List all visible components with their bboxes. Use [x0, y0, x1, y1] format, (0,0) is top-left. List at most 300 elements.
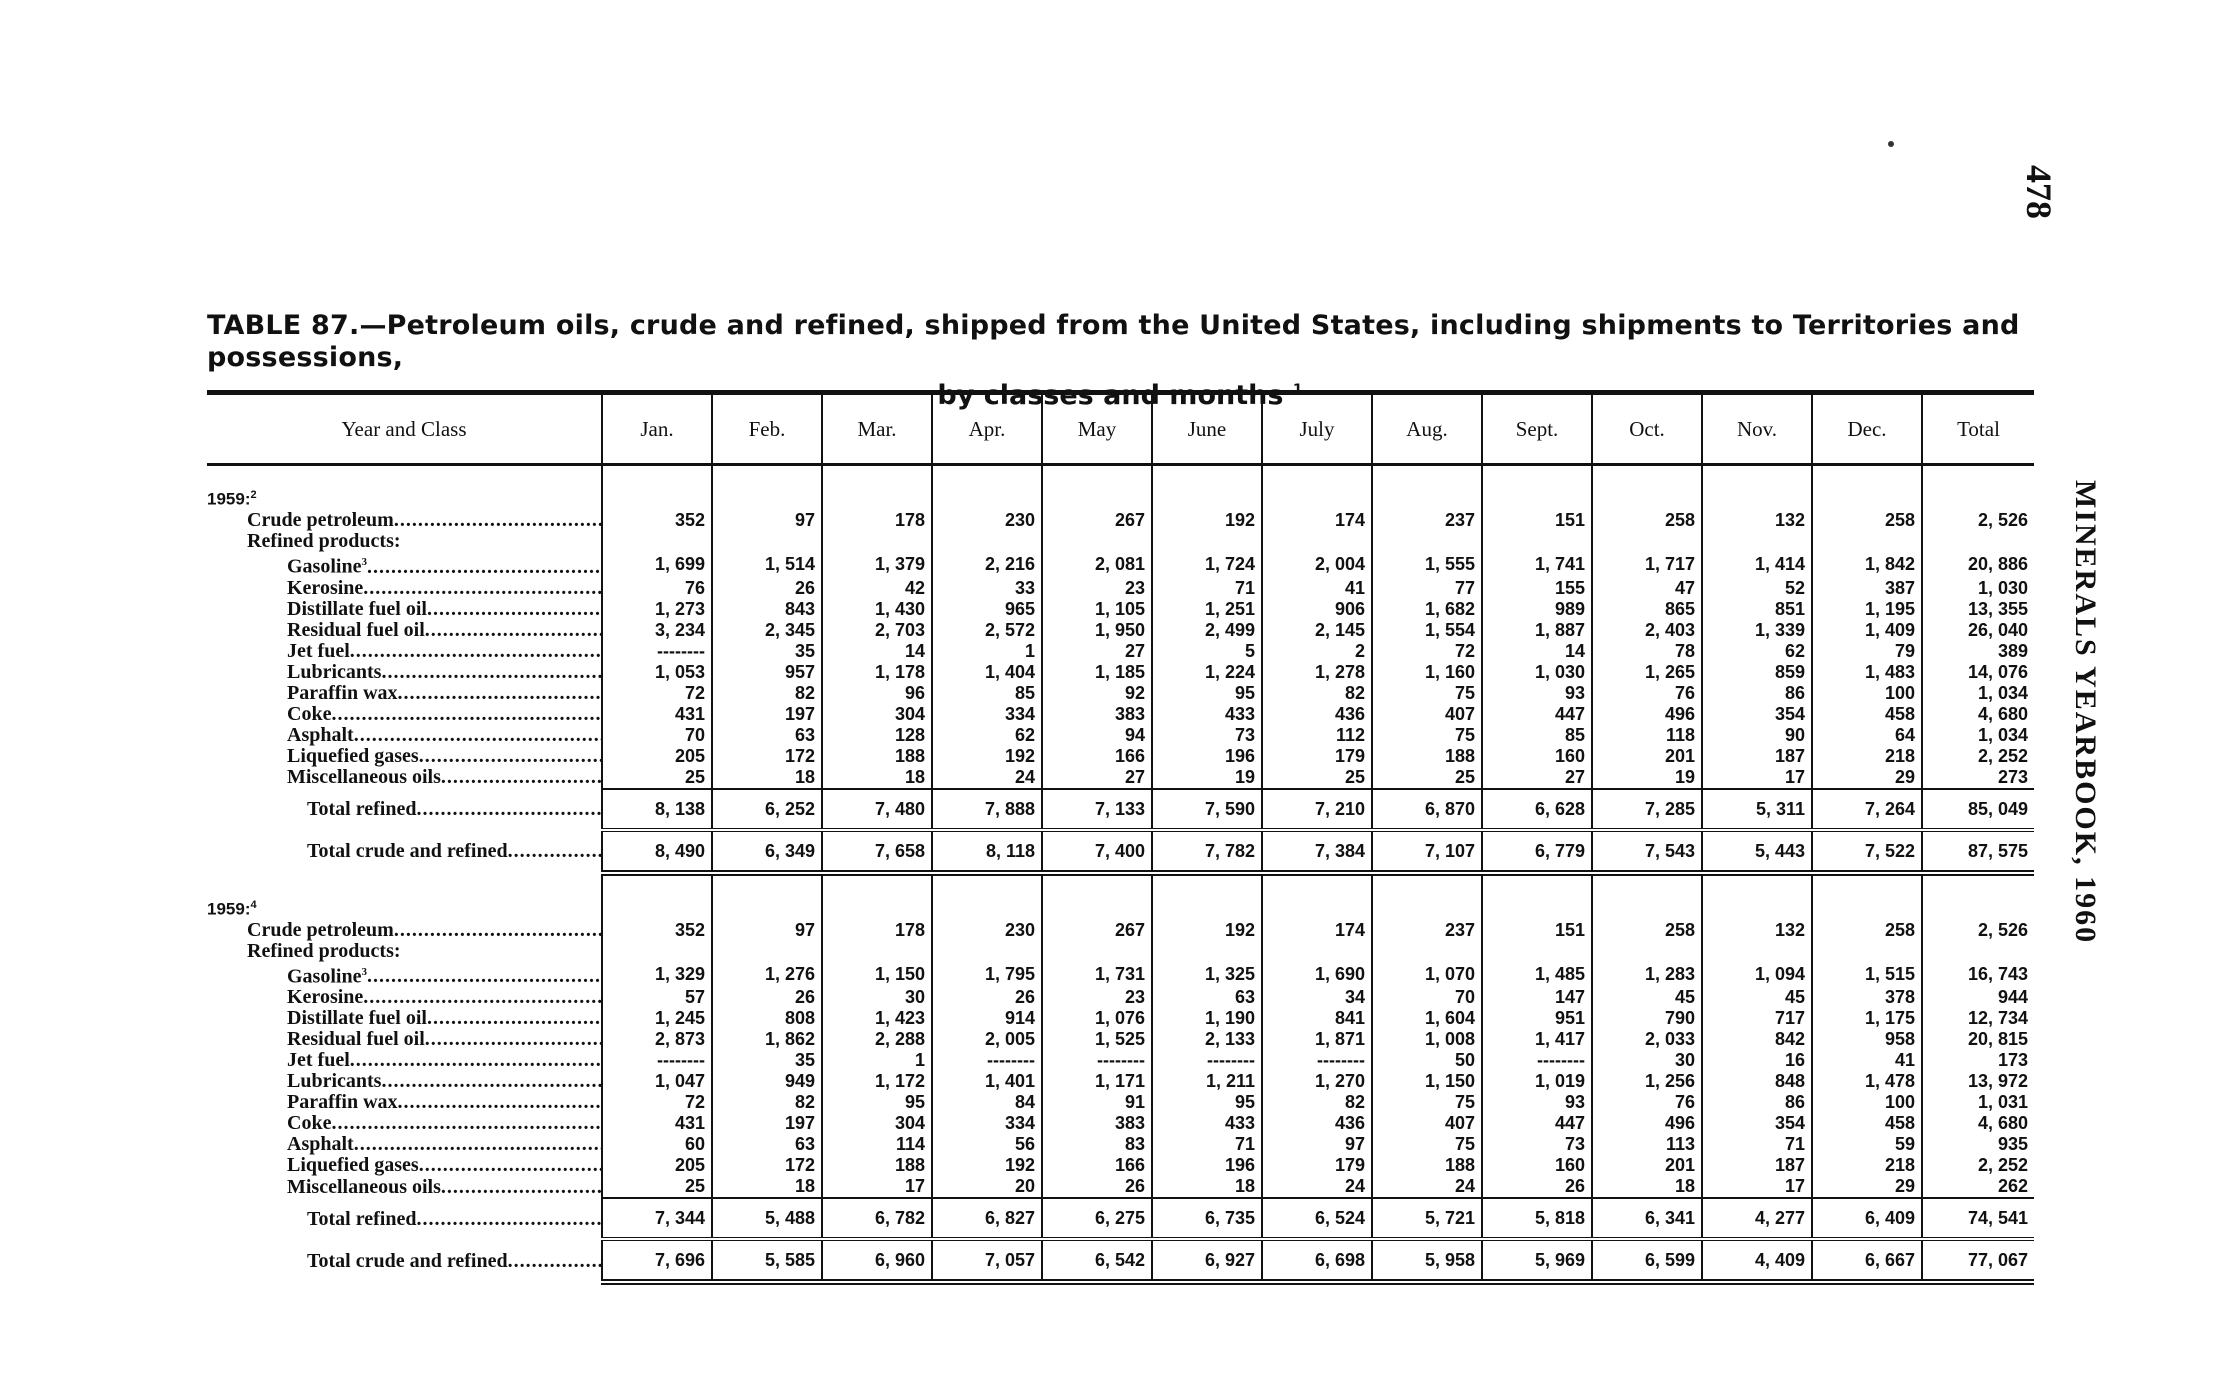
- value-cell: 1, 682: [1372, 599, 1482, 620]
- value-cell: [1042, 941, 1152, 962]
- table-row: [207, 683, 2034, 704]
- value-cell: 2, 133: [1152, 1029, 1262, 1050]
- row-label: [207, 1092, 602, 1113]
- row-label: [207, 662, 602, 683]
- row-label-text: Jet fuel: [287, 640, 350, 662]
- value-cell: 1, 417: [1482, 1029, 1592, 1050]
- value-cell: 16: [1702, 1050, 1812, 1071]
- value-cell: 848: [1702, 1071, 1812, 1092]
- total-label-text: Total crude and refined: [307, 840, 508, 863]
- value-cell: 18: [1152, 1176, 1262, 1198]
- total-value-cell: 85, 049: [1922, 789, 2034, 830]
- row-label: [207, 599, 602, 620]
- value-cell: 71: [1152, 578, 1262, 599]
- value-cell: 41: [1262, 578, 1372, 599]
- spacer-cell: [1152, 873, 1262, 892]
- value-cell: 155: [1482, 578, 1592, 599]
- value-cell: 172: [712, 1155, 822, 1176]
- value-cell: 73: [1152, 725, 1262, 746]
- total-value-cell: 6, 275: [1042, 1198, 1152, 1239]
- value-cell: 951: [1482, 1008, 1592, 1029]
- value-cell: 843: [712, 599, 822, 620]
- spacer-cell: [1042, 873, 1152, 892]
- value-cell: 1, 554: [1372, 620, 1482, 641]
- section-spacer: [207, 465, 2034, 483]
- section-year: 1959:: [207, 899, 251, 919]
- value-cell: 2, 526: [1922, 510, 2034, 531]
- total-value-cell: 5, 311: [1702, 789, 1812, 830]
- column-header-may: May: [1042, 395, 1152, 465]
- empty-cell: [602, 482, 712, 510]
- value-cell: 188: [1372, 746, 1482, 767]
- value-cell: 20: [932, 1176, 1042, 1198]
- value-cell: 1, 483: [1812, 662, 1922, 683]
- value-cell: [1042, 531, 1152, 552]
- value-cell: 1, 251: [1152, 599, 1262, 620]
- total-value-cell: 7, 264: [1812, 789, 1922, 830]
- value-cell: 2, 526: [1922, 920, 2034, 941]
- value-cell: 18: [822, 767, 932, 789]
- row-label-text: Residual fuel oil: [287, 619, 425, 641]
- petroleum-shipments-table: [207, 395, 2034, 1285]
- value-cell: 2: [1262, 641, 1372, 662]
- column-header-apr: Apr.: [932, 395, 1042, 465]
- value-cell: 1, 404: [932, 662, 1042, 683]
- value-cell: [1262, 941, 1372, 962]
- value-cell: 949: [712, 1071, 822, 1092]
- value-cell: 389: [1922, 641, 2034, 662]
- value-cell: 187: [1702, 746, 1812, 767]
- table-row: [207, 1050, 2034, 1071]
- value-cell: 33: [932, 578, 1042, 599]
- row-label-text: Refined products:: [247, 940, 401, 962]
- value-cell: 192: [1152, 920, 1262, 941]
- spacer-cell: [822, 873, 932, 892]
- value-cell: 60: [602, 1134, 712, 1155]
- row-label: [207, 531, 602, 552]
- title-footnote: 1: [1292, 382, 1303, 398]
- value-cell: 97: [712, 920, 822, 941]
- value-cell: 30: [822, 987, 932, 1008]
- table-row: [207, 1134, 2034, 1155]
- column-header-dec: Dec.: [1812, 395, 1922, 465]
- value-cell: 72: [602, 1092, 712, 1113]
- value-cell: 1, 070: [1372, 962, 1482, 988]
- total-value-cell: 6, 782: [822, 1198, 932, 1239]
- value-cell: 17: [1702, 767, 1812, 789]
- total-value-cell: 7, 344: [602, 1198, 712, 1239]
- row-label-text: Lubricants: [287, 1071, 382, 1093]
- spacer-cell: [1152, 465, 1262, 483]
- spacer-cell: [1592, 873, 1702, 892]
- value-cell: 95: [1152, 1092, 1262, 1113]
- value-cell: 1, 256: [1592, 1071, 1702, 1092]
- value-cell: 1, 717: [1592, 552, 1702, 578]
- total-value-cell: 6, 779: [1482, 830, 1592, 873]
- row-label-text: Crude petroleum: [247, 919, 394, 941]
- value-cell: 23: [1042, 578, 1152, 599]
- row-label-text: Asphalt: [287, 724, 354, 746]
- row-label-text: Miscellaneous oils: [287, 766, 441, 789]
- value-cell: 29: [1812, 1176, 1922, 1198]
- empty-cell: [1592, 892, 1702, 920]
- section-year: 1959:: [207, 490, 251, 509]
- empty-cell: [1152, 482, 1262, 510]
- value-cell: 262: [1922, 1176, 2034, 1198]
- total-label-text: Total refined: [307, 798, 417, 821]
- value-cell: 17: [822, 1176, 932, 1198]
- value-cell: 1, 175: [1812, 1008, 1922, 1029]
- empty-cell: [1042, 892, 1152, 920]
- value-cell: 14, 076: [1922, 662, 2034, 683]
- value-cell: 237: [1372, 510, 1482, 531]
- value-cell: 1, 414: [1702, 552, 1812, 578]
- value-cell: 431: [602, 1113, 712, 1134]
- empty-cell: [1922, 482, 2034, 510]
- column-header-sept: Sept.: [1482, 395, 1592, 465]
- value-cell: 63: [712, 725, 822, 746]
- table-title-line2-text: by classes and months: [937, 380, 1284, 411]
- value-cell: 1, 862: [712, 1029, 822, 1050]
- petroleum-table-wrapper: [207, 390, 2034, 1285]
- value-cell: 387: [1812, 578, 1922, 599]
- value-cell: 100: [1812, 1092, 1922, 1113]
- value-cell: 352: [602, 920, 712, 941]
- column-header-oct: Oct.: [1592, 395, 1702, 465]
- value-cell: 906: [1262, 599, 1372, 620]
- section-spacer: [207, 873, 2034, 892]
- row-label-text: Gasoline: [287, 555, 362, 578]
- value-cell: 352: [602, 510, 712, 531]
- value-cell: 82: [1262, 683, 1372, 704]
- value-cell: 1, 276: [712, 962, 822, 988]
- value-cell: 1, 339: [1702, 620, 1812, 641]
- total-value-cell: 5, 818: [1482, 1198, 1592, 1239]
- value-cell: 1, 409: [1812, 620, 1922, 641]
- value-cell: 12, 734: [1922, 1008, 2034, 1029]
- row-label: [207, 746, 602, 767]
- value-cell: 4, 680: [1922, 1113, 2034, 1134]
- value-cell: 1, 211: [1152, 1071, 1262, 1092]
- spacer-cell: [932, 465, 1042, 483]
- total-value-cell: 7, 522: [1812, 830, 1922, 873]
- value-cell: --------: [1262, 1050, 1372, 1071]
- spacer-cell: [1372, 465, 1482, 483]
- value-cell: 62: [932, 725, 1042, 746]
- value-cell: 94: [1042, 725, 1152, 746]
- value-cell: 82: [1262, 1092, 1372, 1113]
- total-value-cell: 6, 524: [1262, 1198, 1372, 1239]
- column-header-total: Total: [1922, 395, 2034, 465]
- empty-cell: [1262, 892, 1372, 920]
- total-value-cell: 7, 480: [822, 789, 932, 830]
- value-cell: 1, 034: [1922, 683, 2034, 704]
- value-cell: 436: [1262, 704, 1372, 725]
- value-cell: 18: [712, 767, 822, 789]
- value-cell: 25: [1372, 767, 1482, 789]
- value-cell: 18: [1592, 1176, 1702, 1198]
- value-cell: [1152, 941, 1262, 962]
- value-cell: [1702, 941, 1812, 962]
- value-cell: 35: [712, 641, 822, 662]
- row-label: [207, 920, 602, 941]
- value-cell: 75: [1372, 1134, 1482, 1155]
- row-label: [207, 1008, 602, 1029]
- column-header-june: June: [1152, 395, 1262, 465]
- spacer-cell: [1262, 465, 1372, 483]
- value-cell: 71: [1152, 1134, 1262, 1155]
- value-cell: 64: [1812, 725, 1922, 746]
- total-value-cell: 87, 575: [1922, 830, 2034, 873]
- value-cell: 1, 329: [602, 962, 712, 988]
- row-label: [207, 941, 602, 962]
- row-label-text: Lubricants: [287, 661, 382, 683]
- total-label: [207, 789, 602, 830]
- row-label: [207, 725, 602, 746]
- value-cell: 1, 245: [602, 1008, 712, 1029]
- value-cell: 86: [1702, 683, 1812, 704]
- spacer-cell: [1812, 873, 1922, 892]
- table-row: [207, 662, 2034, 683]
- value-cell: [1812, 941, 1922, 962]
- empty-cell: [932, 482, 1042, 510]
- table-row: [207, 1113, 2034, 1134]
- value-cell: 14: [1482, 641, 1592, 662]
- value-cell: 188: [822, 1155, 932, 1176]
- value-cell: 19: [1592, 767, 1702, 789]
- value-cell: 72: [602, 683, 712, 704]
- value-cell: 258: [1592, 510, 1702, 531]
- row-label: [207, 704, 602, 725]
- value-cell: 1, 724: [1152, 552, 1262, 578]
- value-cell: 2, 216: [932, 552, 1042, 578]
- value-cell: 23: [1042, 987, 1152, 1008]
- value-cell: 174: [1262, 920, 1372, 941]
- row-label-text: Distillate fuel oil: [287, 598, 427, 620]
- total-value-cell: 7, 658: [822, 830, 932, 873]
- row-label-text: Asphalt: [287, 1134, 354, 1156]
- value-cell: 1, 105: [1042, 599, 1152, 620]
- value-cell: 24: [932, 767, 1042, 789]
- value-cell: 431: [602, 704, 712, 725]
- spacer-cell: [1482, 873, 1592, 892]
- row-label-text: Miscellaneous oils: [287, 1176, 441, 1198]
- value-cell: 1, 076: [1042, 1008, 1152, 1029]
- value-cell: 1, 950: [1042, 620, 1152, 641]
- empty-cell: [1702, 482, 1812, 510]
- total-label: [207, 1239, 602, 1282]
- value-cell: 1, 871: [1262, 1029, 1372, 1050]
- total-value-cell: 6, 698: [1262, 1239, 1372, 1282]
- value-cell: 2, 345: [712, 620, 822, 641]
- total-value-cell: 7, 696: [602, 1239, 712, 1282]
- value-cell: 237: [1372, 920, 1482, 941]
- total-refined-row: [207, 1198, 2034, 1239]
- total-label-text: Total refined: [307, 1207, 417, 1230]
- value-cell: 93: [1482, 1092, 1592, 1113]
- value-cell: 59: [1812, 1134, 1922, 1155]
- value-cell: 95: [822, 1092, 932, 1113]
- row-label: [207, 552, 602, 578]
- table-row: [207, 920, 2034, 941]
- row-label-text: Paraffin wax: [287, 1092, 398, 1114]
- value-cell: 72: [1372, 641, 1482, 662]
- value-cell: 82: [712, 1092, 822, 1113]
- row-label-text: Distillate fuel oil: [287, 1008, 427, 1030]
- value-cell: 173: [1922, 1050, 2034, 1071]
- row-label: [207, 962, 602, 988]
- value-cell: 458: [1812, 1113, 1922, 1134]
- value-cell: 407: [1372, 704, 1482, 725]
- row-label: [207, 578, 602, 599]
- row-label: [207, 1176, 602, 1198]
- row-label-text: Refined products:: [247, 531, 401, 552]
- value-cell: [1262, 531, 1372, 552]
- value-cell: 935: [1922, 1134, 2034, 1155]
- total-refined-row: [207, 789, 2034, 830]
- table-row: [207, 1092, 2034, 1113]
- total-value-cell: 6, 628: [1482, 789, 1592, 830]
- value-cell: 458: [1812, 704, 1922, 725]
- table-row: [207, 962, 2034, 988]
- value-cell: 147: [1482, 987, 1592, 1008]
- value-cell: 989: [1482, 599, 1592, 620]
- table-row: [207, 725, 2034, 746]
- total-value-cell: 7, 384: [1262, 830, 1372, 873]
- spacer-cell: [207, 465, 602, 483]
- total-value-cell: 6, 827: [932, 1198, 1042, 1239]
- table-row: [207, 599, 2034, 620]
- value-cell: 113: [1592, 1134, 1702, 1155]
- value-cell: [1702, 531, 1812, 552]
- page-number: 478: [2019, 165, 2059, 219]
- total-value-cell: 6, 927: [1152, 1239, 1262, 1282]
- value-cell: 97: [712, 510, 822, 531]
- value-cell: 496: [1592, 1113, 1702, 1134]
- value-cell: 118: [1592, 725, 1702, 746]
- value-cell: 334: [932, 704, 1042, 725]
- value-cell: 958: [1812, 1029, 1922, 1050]
- row-label: [207, 1029, 602, 1050]
- table-row: [207, 767, 2034, 789]
- value-cell: 112: [1262, 725, 1372, 746]
- value-cell: 1, 525: [1042, 1029, 1152, 1050]
- value-cell: 436: [1262, 1113, 1372, 1134]
- value-cell: 859: [1702, 662, 1812, 683]
- value-cell: 717: [1702, 1008, 1812, 1029]
- row-label: [207, 683, 602, 704]
- value-cell: 57: [602, 987, 712, 1008]
- total-value-cell: 5, 443: [1702, 830, 1812, 873]
- value-cell: 172: [712, 746, 822, 767]
- value-cell: 70: [1372, 987, 1482, 1008]
- empty-cell: [1922, 892, 2034, 920]
- value-cell: 76: [1592, 683, 1702, 704]
- value-cell: 17: [1702, 1176, 1812, 1198]
- value-cell: 179: [1262, 1155, 1372, 1176]
- value-cell: [602, 531, 712, 552]
- row-label: [207, 620, 602, 641]
- value-cell: 2, 145: [1262, 620, 1372, 641]
- column-header-mar: Mar.: [822, 395, 932, 465]
- value-cell: 71: [1702, 1134, 1812, 1155]
- value-cell: 1: [932, 641, 1042, 662]
- value-cell: 45: [1592, 987, 1702, 1008]
- spacer-cell: [602, 465, 712, 483]
- value-cell: 13, 972: [1922, 1071, 2034, 1092]
- section-year-row: [207, 892, 2034, 920]
- total-value-cell: 6, 960: [822, 1239, 932, 1282]
- value-cell: 1, 031: [1922, 1092, 2034, 1113]
- total-value-cell: 6, 667: [1812, 1239, 1922, 1282]
- value-cell: 1, 195: [1812, 599, 1922, 620]
- value-cell: 354: [1702, 704, 1812, 725]
- value-cell: 201: [1592, 1155, 1702, 1176]
- row-label: [207, 1050, 602, 1071]
- value-cell: 3, 234: [602, 620, 712, 641]
- total-crude-refined-row: [207, 830, 2034, 873]
- value-cell: --------: [932, 1050, 1042, 1071]
- value-cell: 1, 190: [1152, 1008, 1262, 1029]
- value-cell: 75: [1372, 1092, 1482, 1113]
- row-label: [207, 510, 602, 531]
- total-value-cell: 8, 138: [602, 789, 712, 830]
- spacer-cell: [1702, 465, 1812, 483]
- value-cell: 230: [932, 920, 1042, 941]
- value-cell: 166: [1042, 1155, 1152, 1176]
- value-cell: 407: [1372, 1113, 1482, 1134]
- value-cell: 1, 047: [602, 1071, 712, 1092]
- value-cell: 78: [1592, 641, 1702, 662]
- spacer-cell: [1812, 465, 1922, 483]
- value-cell: 1: [822, 1050, 932, 1071]
- value-cell: 26: [712, 578, 822, 599]
- section-year-row: [207, 482, 2034, 510]
- value-cell: 97: [1262, 1134, 1372, 1155]
- empty-cell: [822, 482, 932, 510]
- value-cell: 25: [602, 1176, 712, 1198]
- value-cell: 197: [712, 704, 822, 725]
- value-cell: 20, 886: [1922, 552, 2034, 578]
- value-cell: 1, 283: [1592, 962, 1702, 988]
- value-cell: 160: [1482, 1155, 1592, 1176]
- value-cell: 47: [1592, 578, 1702, 599]
- value-cell: 304: [822, 704, 932, 725]
- table-row: [207, 1029, 2034, 1050]
- value-cell: 76: [1592, 1092, 1702, 1113]
- column-header-july: July: [1262, 395, 1372, 465]
- value-cell: 174: [1262, 510, 1372, 531]
- value-cell: 30: [1592, 1050, 1702, 1071]
- value-cell: 865: [1592, 599, 1702, 620]
- value-cell: 84: [932, 1092, 1042, 1113]
- value-cell: 1, 690: [1262, 962, 1372, 988]
- value-cell: 914: [932, 1008, 1042, 1029]
- value-cell: 1, 224: [1152, 662, 1262, 683]
- value-cell: 82: [712, 683, 822, 704]
- ink-speck: [1888, 141, 1894, 147]
- value-cell: 63: [712, 1134, 822, 1155]
- value-cell: 77: [1372, 578, 1482, 599]
- value-cell: 76: [602, 578, 712, 599]
- value-cell: 205: [602, 1155, 712, 1176]
- value-cell: 2, 873: [602, 1029, 712, 1050]
- total-value-cell: 6, 349: [712, 830, 822, 873]
- row-label: [207, 1155, 602, 1176]
- spacer-cell: [712, 465, 822, 483]
- row-label: [207, 767, 602, 789]
- table-row: [207, 1155, 2034, 1176]
